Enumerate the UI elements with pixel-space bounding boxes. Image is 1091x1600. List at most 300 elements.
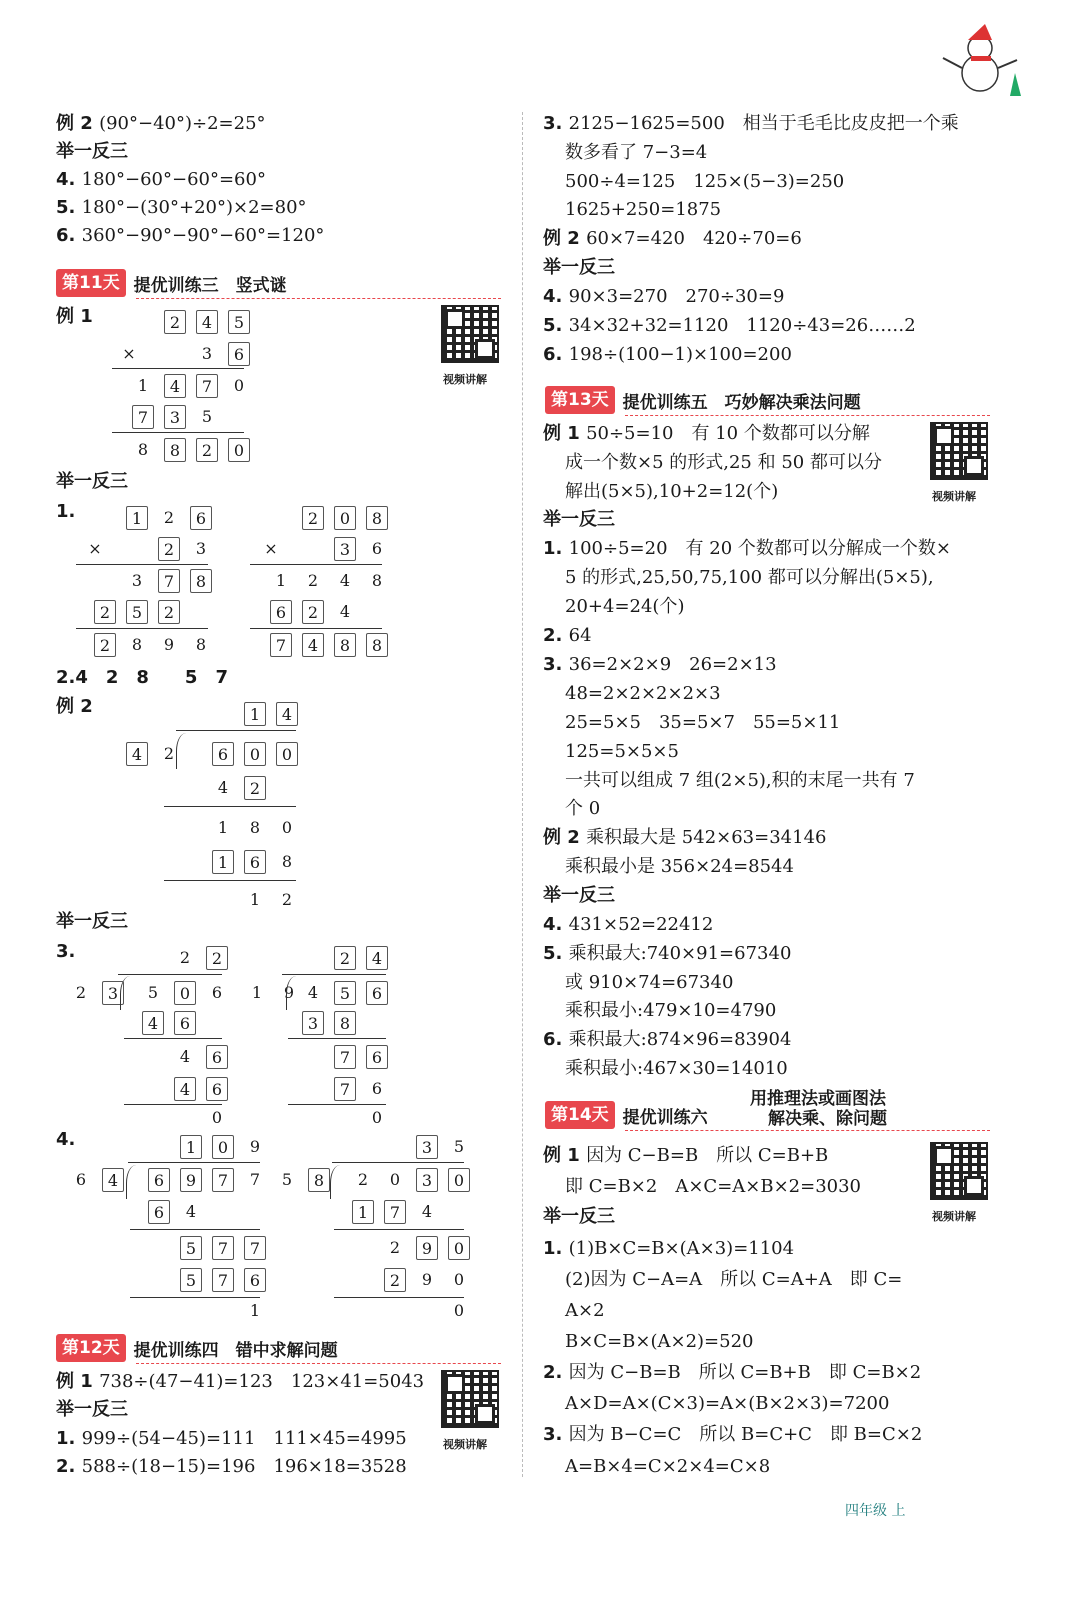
digit-box: 4 [196,310,218,334]
left-line [56,112,266,136]
left-line [56,196,307,220]
line-text: 成一个数×5 的形式,25 和 50 都可以分 [565,452,882,473]
line-text: 乘积最小是 356×24=8544 [565,856,794,877]
right-line [565,141,707,165]
digit: 2 [179,948,191,967]
rule-line [164,880,296,881]
line-label: 3. [543,654,569,675]
line-text: B×C=B×(A×2)=520 [565,1331,754,1352]
digit-box: 6 [244,1268,266,1292]
rule-line [250,628,382,629]
digit: 0 [453,1301,465,1320]
line-text: 48=2×2×2×2×3 [565,683,721,704]
digit: 8 [137,440,149,459]
example-label: 例 1 [56,306,93,327]
rule-line [288,1038,386,1039]
digit: 2 [357,1170,369,1189]
right-line [543,826,826,850]
digit-box: 6 [190,506,212,530]
digit-box: 6 [228,342,250,366]
digit-box: 3 [102,981,124,1005]
division-bracket [330,1165,341,1199]
digit-box: 5 [334,981,356,1005]
day-badge: 第14天 [545,1101,615,1129]
digit-box: 7 [244,1236,266,1260]
digit-box: 0 [448,1236,470,1260]
day-underline [625,1130,990,1131]
line-text: 1625+250=1875 [565,199,722,220]
rule-line [164,806,296,807]
digit-box: 7 [158,569,180,593]
digit-box: 1 [180,1135,202,1159]
digit: 2 [163,744,175,763]
digit-box: 7 [334,1045,356,1069]
digit-box: 5 [228,310,250,334]
digit: 6 [371,1079,383,1098]
digit-box: 6 [148,1168,170,1192]
digit-box: 6 [244,850,266,874]
day-badge: 第13天 [545,386,615,414]
digit-box: 3 [334,537,356,561]
right-line [543,422,870,446]
right-line [565,451,882,475]
right-line [543,1205,615,1229]
line-text: 即 C=B×2 A×C=A×B×2=3030 [565,1176,862,1197]
right-line [565,198,721,222]
line-text: A×D=A×(C×3)=A×(B×2×3)=7200 [565,1393,890,1414]
rule-line [130,1229,260,1230]
qr-code-icon [441,305,499,363]
digit: 0 [453,1270,465,1289]
digit: 4 [185,1202,197,1221]
line-label: 4. [543,286,569,307]
day11-header [56,268,287,298]
right-line [565,595,684,619]
digit-box: 0 [212,1135,234,1159]
digit: 3 [195,539,207,558]
digit-box: 3 [416,1135,438,1159]
digit-box: 2 [94,600,116,624]
digit: 8 [131,635,143,654]
line-text: 乘积最大:740×91=67340 [568,943,792,964]
digit-box: 7 [384,1200,406,1224]
digit-box: 0 [334,506,356,530]
line-label: 1. [543,1238,569,1259]
digit: 5 [453,1137,465,1156]
digit: 6 [211,983,223,1002]
digit-box: 2 [334,946,356,970]
qr-code-icon [441,1370,499,1428]
digit-box: 7 [270,633,292,657]
digit-box: 4 [302,633,324,657]
digit: 1 [251,983,263,1002]
day-badge: 第11天 [56,269,126,297]
line-text: 5 的形式,25,50,75,100 都可以分解出(5×5), [565,567,934,588]
line-label: 4. [56,169,82,190]
digit: 1 [217,818,229,837]
digit: 6 [75,1170,87,1189]
right-line [543,343,792,367]
line-text: 125=5×5×5 [565,741,679,762]
qr-code-icon [930,422,988,480]
digit-box: 2 [206,946,228,970]
line-text: 乘积最大:874×96=83904 [568,1029,792,1050]
right-line [565,711,840,735]
line-text: 198÷(100−1)×100=200 [568,344,792,365]
digit: 8 [195,635,207,654]
digit: 2 [163,508,175,527]
digit: 4 [339,602,351,621]
digit: 5 [281,1170,293,1189]
digit-box: 3 [302,1011,324,1035]
digit-box: 0 [228,438,250,462]
right-line [565,566,934,590]
line-text: 180°−60°−60°=60° [81,169,266,190]
digit-box: 6 [206,1045,228,1069]
digit-box: 2 [244,776,266,800]
rule-line [332,1162,464,1163]
digit-box: 3 [164,405,186,429]
digit-box: 9 [416,1236,438,1260]
line-label: 举一反三 [56,141,128,162]
digit: 4 [421,1202,433,1221]
day-title: 提优训练五 巧妙解决乘法问题 [622,392,861,413]
line-label: 2. [543,625,569,646]
digit: 9 [249,1137,261,1156]
digit: 8 [371,571,383,590]
digit: 0 [389,1170,401,1189]
line-label: 3. [543,1424,569,1445]
line-label: 4. [543,914,569,935]
day-title-line2: 解决乘、除问题 [768,1109,887,1129]
line-text: 360°−90°−90°−60°=120° [81,225,325,246]
line-text: (1)B×C=B×(A×3)=1104 [568,1238,795,1259]
line-label: 例 1 [56,1371,100,1392]
line-text: 34×32+32=1120 1120÷43=26……2 [568,315,916,336]
digit-box: 2 [158,600,180,624]
digit-box: 1 [352,1200,374,1224]
left-line [56,1370,424,1394]
line-label: 6. [543,344,569,365]
q-label: 2.4 2 8 5 7 [56,667,228,688]
division-bracket [176,733,187,769]
line-text: 50÷5=10 有 10 个数都可以分解 [586,423,870,444]
digit-box: 2 [384,1268,406,1292]
digit-box: 3 [416,1168,438,1192]
snowman-icon [935,18,1025,98]
day-underline [136,1363,501,1364]
left-line [56,1427,407,1451]
right-line [565,1392,889,1416]
digit-box: 7 [212,1168,234,1192]
digit-box: 4 [174,1077,196,1101]
digit-box: 7 [212,1236,234,1260]
digit-box: 2 [94,633,116,657]
digit: 2 [307,571,319,590]
line-label: 5. [543,315,569,336]
right-line [565,480,778,504]
right-line [543,256,615,280]
left-line [56,1398,128,1422]
digit-box: 6 [148,1200,170,1224]
line-label: 例 2 [543,228,587,249]
right-line [565,999,776,1023]
division-bracket [126,1165,137,1199]
line-text: 2125−1625=500 相当于毛毛比皮皮把一个乘 [568,113,959,134]
digit-box: 2 [196,438,218,462]
line-text: 100÷5=20 有 20 个数都可以分解成一个数× [568,538,951,559]
line-text: 乘积最小:479×10=4790 [565,1000,777,1021]
line-text: A×2 [565,1300,605,1321]
line-label: 1. [56,1428,82,1449]
left-line [56,140,128,164]
right-line [543,314,916,338]
line-text: 一共可以组成 7 组(2×5),积的末尾一共有 7 [565,770,915,791]
day-title: 提优训练六 [622,1107,708,1128]
line-label: 例 1 [543,1145,587,1166]
digit: 9 [163,635,175,654]
line-label: 1. [543,538,569,559]
left-line [56,224,324,248]
digit-box: 2 [164,310,186,334]
line-label: 2. [56,1456,82,1477]
division-bracket [120,976,131,1010]
right-line [565,855,794,879]
q-label: 1. [56,501,76,522]
line-text: 500÷4=125 125×(5−3)=250 [565,171,845,192]
digit-box: 0 [448,1168,470,1192]
line-text: 90×3=270 270÷30=9 [568,286,785,307]
digit-box: 7 [132,405,154,429]
digit-box: 0 [174,981,196,1005]
digit-box: 0 [244,742,266,766]
right-line [543,624,592,648]
line-text: 因为 C−B=B 所以 C=B+B 即 C=B×2 [568,1362,922,1383]
qr-label: 视频讲解 [932,490,976,503]
digit-box: 8 [366,633,388,657]
line-text: (2)因为 C−A=A 所以 C=A+A 即 C= [565,1269,903,1290]
day-underline [136,298,501,299]
digit-box: 6 [270,600,292,624]
digit: 7 [249,1170,261,1189]
day-title: 提优训练四 错中求解问题 [133,1340,338,1361]
right-line [565,682,721,706]
right-line [543,508,615,532]
digit-box: 6 [206,1077,228,1101]
example-label: 例 2 [56,696,93,717]
day13-header [545,385,861,415]
digit-box: 4 [164,374,186,398]
digit-box: 1 [212,850,234,874]
digit: 3 [201,344,213,363]
right-line [565,1057,788,1081]
rule-line [282,974,386,975]
digit: 0 [233,376,245,395]
footer-grade: 四年级 上 [845,1503,906,1519]
right-line [543,942,791,966]
right-line [543,884,615,908]
right-line [543,1423,922,1447]
day-underline [625,415,990,416]
digit-box: 5 [180,1236,202,1260]
right-line [543,285,784,309]
digit-box: 5 [126,600,148,624]
right-line [565,170,844,194]
line-text: 64 [568,625,592,646]
digit: 1 [137,376,149,395]
rule-line [250,564,382,565]
rule-line [124,1104,222,1105]
times-sign: × [122,344,136,363]
rule-line [124,1038,222,1039]
right-line [565,797,600,821]
digit: 2 [281,890,293,909]
line-text: 因为 B−C=C 所以 B=C+C 即 B=C×2 [568,1424,923,1445]
times-sign: × [88,539,102,558]
digit: 9 [283,983,295,1002]
digit: 1 [249,890,261,909]
right-line [543,1361,921,1385]
line-text: 180°−(30°+20°)×2=80° [81,197,307,218]
digit: 4 [339,571,351,590]
line-label: 6. [543,1029,569,1050]
digit-box: 4 [276,702,298,726]
digit: 4 [307,983,319,1002]
line-label: 举一反三 [543,257,615,278]
digit-box: 0 [276,742,298,766]
line-text: 738÷(47−41)=123 123×41=5043 [99,1371,425,1392]
digit-box: 1 [244,702,266,726]
left-line [56,168,266,192]
digit: 1 [275,571,287,590]
digit-box: 1 [126,506,148,530]
qr-code-icon [930,1142,988,1200]
line-text: 解出(5×5),10+2=12(个) [565,481,779,502]
digit-box: 8 [308,1168,330,1192]
rule-line [118,974,222,975]
day14-header [545,1100,708,1130]
right-line [543,227,802,251]
line-text: 588÷(18−15)=196 196×18=3528 [81,1456,407,1477]
digit: 8 [281,852,293,871]
line-text: 36=2×2×9 26=2×13 [568,654,777,675]
line-label: 例 1 [543,423,587,444]
digit: 0 [281,818,293,837]
digit: 2 [75,983,87,1002]
line-text: 25=5×5 35=5×7 55=5×11 [565,712,841,733]
digit: 2 [389,1238,401,1257]
digit-box: 4 [142,1011,164,1035]
digit-box: 6 [366,1045,388,1069]
digit-box: 2 [302,506,324,530]
line-label: 例 2 [56,113,100,134]
right-line [543,653,777,677]
digit-box: 6 [366,981,388,1005]
digit: 5 [201,407,213,426]
jyfs-label: 举一反三 [56,471,128,492]
line-text: 因为 C−B=B 所以 C=B+B [586,1145,829,1166]
line-text: 999÷(54−45)=111 111×45=4995 [81,1428,407,1449]
right-line [565,1175,861,1199]
digit-box: 7 [196,374,218,398]
right-line [543,1144,828,1168]
line-label: 2. [543,1362,569,1383]
right-line [565,1268,902,1292]
right-line [565,740,679,764]
digit-box: 7 [334,1077,356,1101]
line-label: 举一反三 [543,885,615,906]
qr-label: 视频讲解 [443,373,487,386]
right-line [543,1237,794,1261]
rule-line [112,368,244,369]
digit-box: 7 [212,1268,234,1292]
rule-line [334,1229,464,1230]
rule-line [76,564,208,565]
line-text: 或 910×74=67340 [565,972,734,993]
digit-box: 5 [180,1268,202,1292]
digit: 1 [249,1301,261,1320]
left-line [56,1455,407,1479]
digit: 0 [211,1108,223,1127]
line-text: 20+4=24(个) [565,596,685,617]
day-title-line1: 用推理法或画图法 [750,1089,886,1109]
digit-box: 2 [158,537,180,561]
right-line [565,1455,770,1479]
line-label: 6. [56,225,82,246]
line-label: 5. [56,197,82,218]
digit: 8 [249,818,261,837]
digit-box: 8 [334,633,356,657]
right-line [543,537,951,561]
line-text: 乘积最大是 542×63=34146 [586,827,827,848]
digit-box: 4 [366,946,388,970]
line-text: 数多看了 7−3=4 [565,142,708,163]
digit-box: 6 [174,1011,196,1035]
rule-line [130,1297,260,1298]
digit-box: 8 [190,569,212,593]
line-text: 60×7=420 420÷70=6 [586,228,802,249]
line-label: 例 2 [543,827,587,848]
digit: 4 [179,1047,191,1066]
day-title: 提优训练三 竖式谜 [133,275,287,296]
line-label: 3. [543,113,569,134]
line-label: 5. [543,943,569,964]
right-line [565,1299,605,1323]
line-label: 举一反三 [56,1399,128,1420]
line-text: 个 0 [565,798,601,819]
digit: 5 [147,983,159,1002]
q-label: 3. [56,941,76,962]
digit: 9 [421,1270,433,1289]
column-divider [522,112,523,1477]
right-line [543,112,959,136]
digit: 3 [131,571,143,590]
line-text: 431×52=22412 [568,914,714,935]
q-label: 4. [56,1129,76,1150]
right-line [565,1330,754,1354]
digit: 4 [217,778,229,797]
division-bracket [286,976,297,1010]
line-label: 举一反三 [543,1206,615,1227]
line-text: (90°−40°)÷2=25° [99,113,266,134]
right-line [565,769,915,793]
digit: 6 [371,539,383,558]
digit-box: 8 [164,438,186,462]
right-line [543,913,713,937]
line-text: A=B×4=C×2×4=C×8 [565,1456,771,1477]
rule-line [128,1162,260,1163]
times-sign: × [264,539,278,558]
